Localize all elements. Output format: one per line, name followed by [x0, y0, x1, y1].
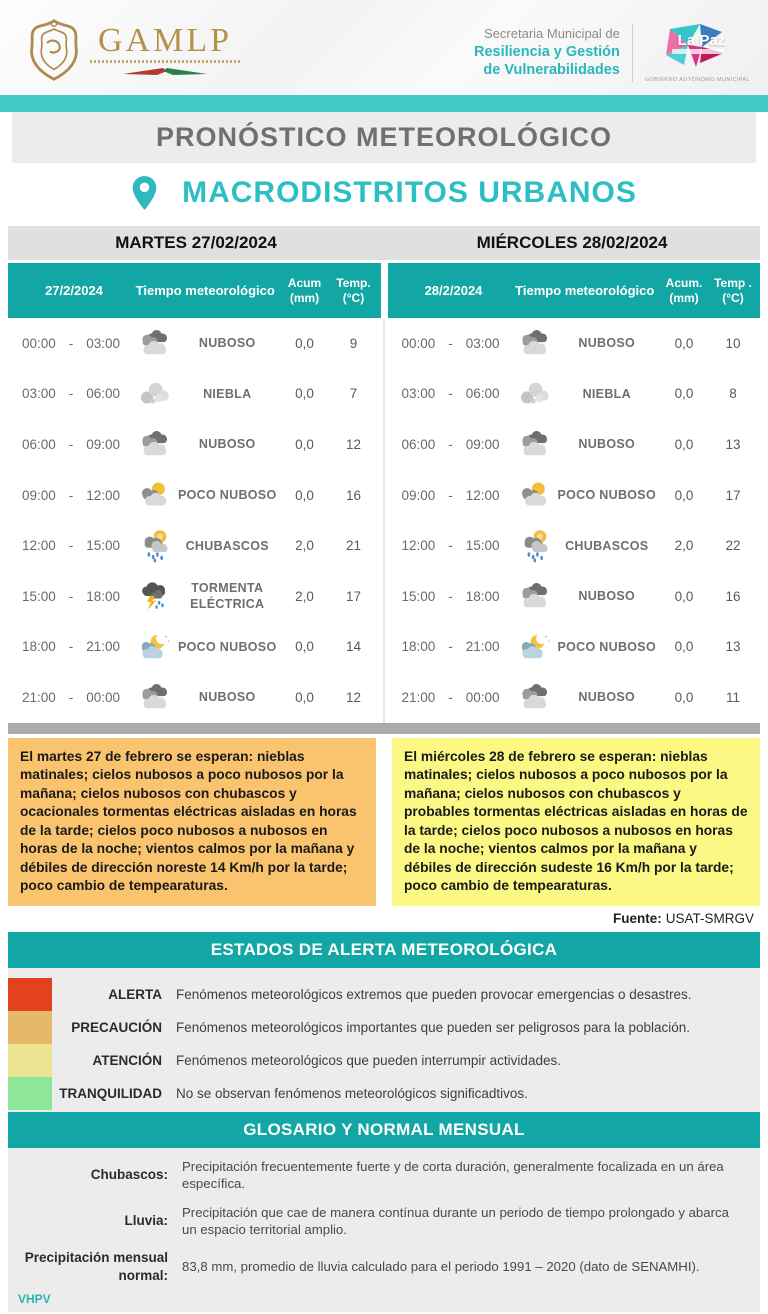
- alert-row: [8, 1044, 760, 1077]
- footer-initials: VHPV: [18, 1291, 51, 1306]
- summary-day2: El miércoles 28 de febrero se esperan: nieblas matinales; cielos nubosos a poco nubosos por la mañana; cielos nubosos con chubascos y probables tormentas eléctricas aisladas en horas de la tarde; cielos poco nubosos a nubosos en horas de la noche; vientos calmos por la mañana y débiles de dirección sudeste 16 Km/h por la tarde; poco cambio de tempearaturas.: [392, 738, 760, 906]
- cloudy-icon: [132, 680, 176, 714]
- thunderstorm-icon: [132, 579, 176, 613]
- gamlp-crest-icon: [26, 18, 82, 87]
- gamlp-logo: [26, 18, 240, 87]
- temp-value: 13: [725, 436, 741, 452]
- alert-color-swatch: [8, 1044, 52, 1077]
- acum-value: 0,0: [674, 639, 694, 655]
- temp-value: 7: [349, 386, 358, 402]
- day1-date-header: MARTES 27/02/2024: [115, 233, 277, 252]
- secretaria-line2: Resiliencia y Gestión: [474, 43, 620, 60]
- cloudy-icon: [512, 427, 556, 461]
- acum-value: 0,0: [295, 386, 314, 402]
- condition-label: TORMENTA ELÉCTRICA: [190, 581, 265, 612]
- condition-label: POCO NUBOSO: [557, 487, 656, 502]
- condition-label: NIEBLA: [203, 386, 252, 401]
- glossary-term: Lluvia:: [124, 1212, 168, 1228]
- acum-value: 0,0: [295, 689, 314, 705]
- time-range: 00:00 - 03:00: [401, 335, 500, 351]
- time-range: 15:00 - 18:00: [401, 588, 500, 604]
- lapaz-wordmark: La Paz: [677, 31, 726, 49]
- fog-icon: [132, 377, 176, 411]
- time-range: 09:00 - 12:00: [22, 487, 120, 503]
- table-row: [8, 672, 381, 723]
- glossary-section-header: GLOSARIO Y NORMAL MENSUAL: [8, 1112, 760, 1148]
- alert-row: [8, 1077, 760, 1110]
- cloudy-icon: [512, 680, 556, 714]
- acum-value: 0,0: [674, 588, 694, 604]
- glossary-definition: Precipitación que cae de manera contínua durante un periodo de tiempo prolongado y abarca un espacio territorial amplio.: [182, 1204, 729, 1237]
- acum-value: 0,0: [295, 639, 314, 655]
- location-pin-icon: [131, 174, 158, 212]
- temp-value: 21: [345, 538, 362, 554]
- table-row: [388, 672, 761, 723]
- acum-value: 2,0: [674, 538, 694, 554]
- temp-value: 9: [349, 335, 358, 351]
- temp-value: 12: [345, 689, 362, 705]
- glossary-term: Precipitación mensual normal:: [24, 1250, 168, 1283]
- table-body-day1: [8, 318, 381, 723]
- table-row: [388, 622, 761, 673]
- acum-value: 0,0: [295, 436, 314, 452]
- gamlp-ribbon-icon: [105, 63, 225, 81]
- partly-cloudy-night-icon: [512, 630, 556, 664]
- acum-value: 0,0: [674, 487, 694, 503]
- lapaz-map-icon: [656, 23, 738, 75]
- col-date: 28/2/2024: [424, 283, 483, 298]
- time-range: 03:00 - 06:00: [401, 386, 500, 402]
- glossary-term: Chubascos:: [90, 1166, 168, 1182]
- alert-description: Fenómenos meteorológicos importantes que pueden ser peligrosos para la población.: [176, 1019, 691, 1035]
- col-temp: Temp. (°C): [336, 275, 371, 305]
- time-range: 06:00 - 09:00: [401, 436, 500, 452]
- acum-value: 0,0: [674, 689, 694, 705]
- partly-cloudy-day-icon: [512, 478, 556, 512]
- source-label: Fuente:: [612, 911, 662, 927]
- table-row: [388, 369, 761, 420]
- condition-label: NUBOSO: [198, 336, 256, 351]
- temp-value: 11: [725, 689, 740, 705]
- summary-day1: El martes 27 de febrero se esperan: nieblas matinales; cielos nubosos a poco nubosos por la mañana; cielos nubosos con chubascos y ocacionales tormentas eléctricas aisladas en horas de la tarde; cielos poco nubosos a nubosos en horas de la noche; vientos calmos por la mañana y débiles de dirección noreste 14 Km/h por la tarde; poco cambio de tempearaturas.: [8, 738, 376, 906]
- acum-value: 2,0: [295, 588, 314, 604]
- time-range: 12:00 - 15:00: [401, 538, 500, 554]
- condition-label: CHUBASCOS: [185, 538, 269, 553]
- condition-label: NUBOSO: [578, 589, 636, 604]
- condition-label: NIEBLA: [582, 386, 631, 401]
- glossary-body: [8, 1148, 760, 1312]
- col-acum: Acum. (mm): [665, 275, 703, 305]
- time-range: 06:00 - 09:00: [22, 436, 120, 452]
- table-row: [388, 571, 761, 622]
- table-row: [388, 470, 761, 521]
- summaries: [8, 738, 760, 906]
- table-body-day2: [388, 318, 761, 723]
- table-row: [8, 571, 381, 622]
- temp-value: 22: [725, 538, 741, 554]
- logo-divider: [632, 24, 633, 82]
- temp-value: 14: [345, 639, 362, 655]
- alert-level-label: ATENCIÓN: [92, 1052, 162, 1068]
- lapaz-strip: [672, 49, 724, 54]
- temp-value: 13: [725, 639, 741, 655]
- alert-level-label: ALERTA: [108, 986, 162, 1002]
- glossary-row: [8, 1244, 760, 1290]
- condition-label: NUBOSO: [198, 690, 256, 705]
- fog-icon: [512, 377, 556, 411]
- condition-label: NUBOSO: [578, 437, 636, 452]
- condition-label: POCO NUBOSO: [178, 639, 277, 654]
- cloudy-icon: [512, 579, 556, 613]
- time-range: 15:00 - 18:00: [22, 588, 120, 604]
- table-header-day1: [8, 263, 381, 318]
- partly-cloudy-night-icon: [132, 630, 176, 664]
- page-subtitle: MACRODISTRITOS URBANOS: [182, 175, 637, 209]
- alert-description: Fenómenos meteorológicos extremos que pueden provocar emergencias o desastres.: [176, 986, 692, 1002]
- col-acum: Acum (mm): [287, 275, 322, 305]
- temp-value: 16: [725, 588, 741, 604]
- cloudy-icon: [132, 326, 176, 360]
- gamlp-wordmark: GAMLP: [97, 22, 233, 59]
- condition-label: NUBOSO: [578, 336, 636, 351]
- alert-description: Fenómenos meteorológicos que pueden interrumpir actividades.: [176, 1052, 561, 1068]
- alert-row: [8, 1011, 760, 1044]
- subtitle-row: [0, 163, 768, 222]
- partly-cloudy-day-icon: [132, 478, 176, 512]
- alert-color-swatch: [8, 1077, 52, 1110]
- table-row: [388, 419, 761, 470]
- source-value: USAT-SMRGV: [665, 911, 754, 927]
- table-row: [8, 318, 381, 369]
- time-range: 18:00 - 21:00: [22, 639, 120, 655]
- alerts-section-header: ESTADOS DE ALERTA METEOROLÓGICA: [8, 932, 760, 968]
- glossary-definition: Precipitación frecuentemente fuerte y de corta duración, generalmente focalizada en un área específica.: [182, 1158, 724, 1191]
- forecast-tables: [8, 263, 760, 723]
- acum-value: 0,0: [295, 335, 314, 351]
- alerts-body: [8, 968, 760, 1112]
- forecast-table-day2: [388, 263, 761, 723]
- showers-day-icon: [512, 529, 556, 563]
- time-range: 21:00 - 00:00: [401, 689, 500, 705]
- time-range: 09:00 - 12:00: [401, 487, 500, 503]
- table-row: [8, 419, 381, 470]
- showers-day-icon: [132, 529, 176, 563]
- temp-value: 16: [345, 487, 362, 503]
- day2-date-header: MIÉRCOLES 28/02/2024: [476, 233, 668, 252]
- condition-label: POCO NUBOSO: [178, 487, 277, 502]
- table-row: [388, 318, 761, 369]
- source-line: [0, 906, 768, 932]
- temp-value: 17: [725, 487, 741, 503]
- acum-value: 0,0: [295, 487, 314, 503]
- temp-value: 10: [725, 335, 741, 351]
- alert-row: [8, 978, 760, 1011]
- table-row: [388, 520, 761, 571]
- time-range: 12:00 - 15:00: [22, 538, 120, 554]
- condition-label: NUBOSO: [578, 690, 636, 705]
- col-weather: Tiempo meteorológico: [515, 283, 655, 298]
- alert-color-swatch: [8, 1011, 52, 1044]
- condition-label: CHUBASCOS: [565, 538, 649, 553]
- cloudy-icon: [132, 427, 176, 461]
- lapaz-logo: [645, 23, 750, 83]
- dates-bar: [8, 226, 760, 260]
- glossary-row: [8, 1198, 760, 1244]
- acum-value: 0,0: [674, 386, 694, 402]
- forecast-table-day1: [8, 263, 381, 723]
- gamlp-caption-line: [90, 60, 240, 63]
- alert-description: No se observan fenómenos meteorológicos significadtivos.: [176, 1085, 528, 1101]
- secretaria-block: [474, 26, 620, 79]
- time-range: 03:00 - 06:00: [22, 386, 120, 402]
- page-title: PRONÓSTICO METEOROLÓGICO: [12, 112, 756, 163]
- col-weather: Tiempo meteorológico: [135, 283, 275, 298]
- alert-color-swatch: [8, 978, 52, 1011]
- table-header-day2: [388, 263, 761, 318]
- glossary-definition: 83,8 mm, promedio de lluvia calculado para el periodo 1991 – 2020 (dato de SENAMHI).: [182, 1259, 700, 1275]
- col-date: 27/2/2024: [45, 283, 103, 298]
- time-range: 21:00 - 00:00: [22, 689, 120, 705]
- alert-level-label: TRANQUILIDAD: [59, 1085, 162, 1101]
- gray-divider-bar: [8, 723, 760, 734]
- secretaria-line3: de Vulnerabilidades: [483, 61, 620, 78]
- table-row: [8, 470, 381, 521]
- glossary-row: [8, 1152, 760, 1198]
- cloudy-icon: [512, 326, 556, 360]
- table-row: [8, 369, 381, 420]
- condition-label: POCO NUBOSO: [557, 639, 656, 654]
- secretaria-line1: Secretaria Municipal de: [484, 26, 620, 42]
- acum-value: 0,0: [674, 335, 694, 351]
- temp-value: 8: [729, 386, 737, 402]
- acum-value: 0,0: [674, 436, 694, 452]
- time-range: 00:00 - 03:00: [22, 335, 120, 351]
- table-row: [8, 622, 381, 673]
- acum-value: 2,0: [295, 538, 314, 554]
- alert-level-label: PRECAUCIÓN: [71, 1019, 162, 1035]
- col-temp: Temp . (°C): [714, 275, 752, 305]
- teal-divider-bar: [0, 95, 768, 112]
- lapaz-caption: GOBIERNO AUTÓNOMO MUNICIPAL: [644, 76, 750, 83]
- temp-value: 17: [345, 588, 362, 604]
- table-row: [8, 520, 381, 571]
- header: [0, 0, 768, 95]
- time-range: 18:00 - 21:00: [401, 639, 500, 655]
- temp-value: 12: [345, 436, 362, 452]
- condition-label: NUBOSO: [198, 437, 256, 452]
